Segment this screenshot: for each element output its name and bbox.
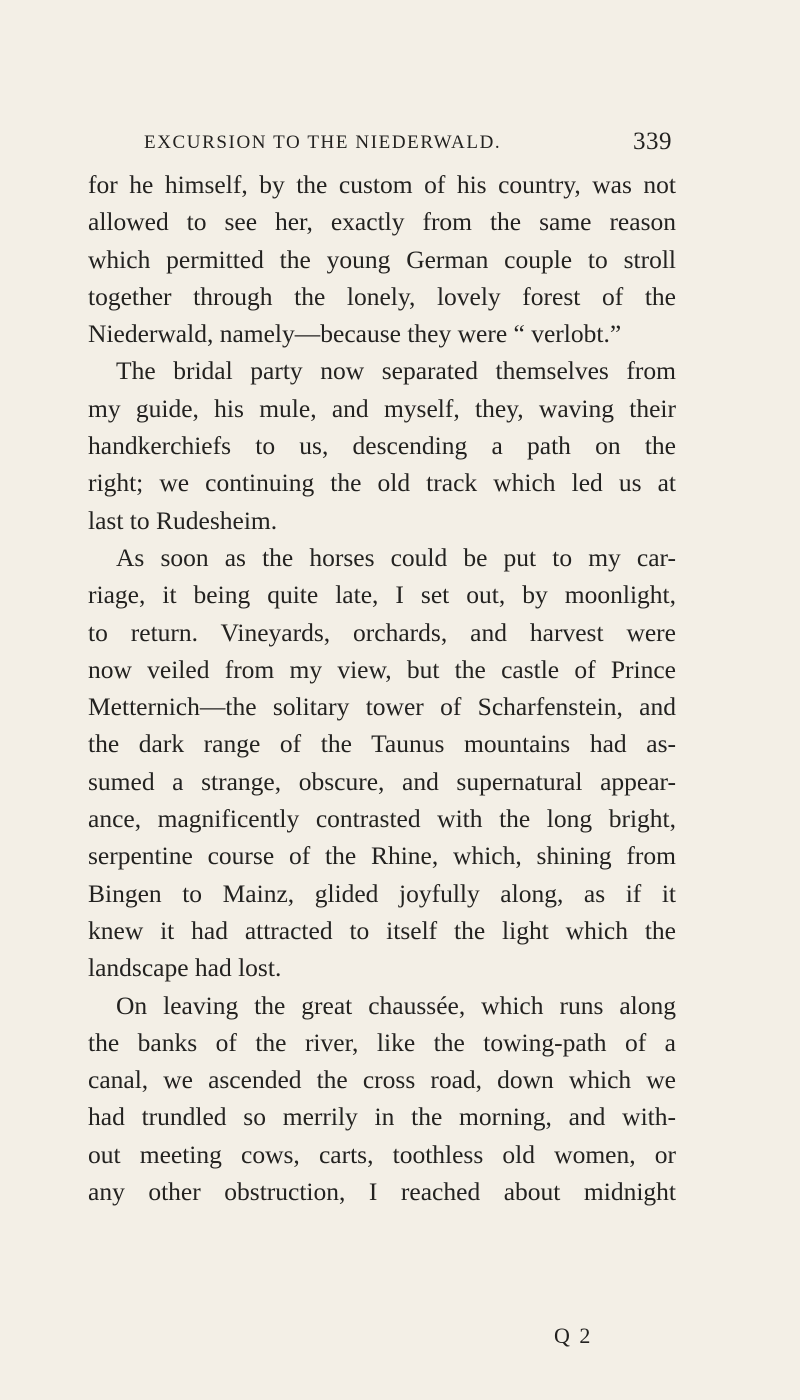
- text-line: ance, magnificently contrasted with the long bright,: [88, 804, 676, 834]
- text-line: now veiled from my view, but the castle of Prince: [88, 654, 676, 684]
- text-line: The bridal party now separated themselves from: [116, 356, 676, 386]
- text-line: any other obstruction, I reached about midnight: [88, 1177, 676, 1207]
- text-line: together through the lonely, lovely forest of the: [88, 281, 676, 311]
- text-line: right; we continuing the old track which led us at: [88, 468, 676, 498]
- text-line: canal, we ascended the cross road, down which we: [88, 1065, 676, 1095]
- running-head: [144, 128, 672, 162]
- text-line: to return. Vineyards, orchards, and harvest were: [88, 617, 676, 647]
- text-line: Metternich—the solitary tower of Scharfenstein, and: [88, 692, 676, 722]
- text-line: the banks of the river, like the towing-path of a: [88, 1027, 676, 1057]
- page-number: 339: [633, 128, 672, 155]
- text-line: serpentine course of the Rhine, which, shining from: [88, 841, 676, 871]
- text-line: my guide, his mule, and myself, they, waving their: [88, 393, 676, 423]
- text-line: knew it had attracted to itself the light which the: [88, 915, 676, 945]
- signature-mark: Q 2: [554, 1323, 593, 1348]
- text-line: out meeting cows, carts, toothless old women, or: [88, 1139, 676, 1169]
- text-line: for he himself, by the custom of his country, was not: [88, 170, 676, 199]
- text-line: which permitted the young German couple to stroll: [88, 244, 676, 274]
- text-line: Bingen to Mainz, glided joyfully along, as if it: [88, 878, 676, 908]
- text-line: last to Rudesheim.: [88, 505, 278, 535]
- text-line: had trundled so merrily in the morning, and with-: [88, 1102, 676, 1132]
- body-text: [88, 166, 676, 1210]
- text-line: As soon as the horses could be put to my car-: [116, 542, 676, 572]
- text-line: landscape had lost.: [88, 953, 282, 983]
- text-line: riage, it being quite late, I set out, by moonlight,: [88, 580, 676, 610]
- text-line: On leaving the great chaussée, which runs along: [116, 990, 676, 1020]
- text-line: allowed to see her, exactly from the same reason: [88, 207, 676, 237]
- text-line: the dark range of the Taunus mountains had as-: [88, 729, 676, 759]
- text-line: sumed a strange, obscure, and supernatural appear-: [88, 766, 676, 796]
- text-line: Niederwald, namely—because they were “ verlobt.”: [88, 319, 622, 349]
- text-line: handkerchiefs to us, descending a path on the: [88, 431, 676, 461]
- running-title: EXCURSION TO THE NIEDERWALD.: [144, 132, 502, 153]
